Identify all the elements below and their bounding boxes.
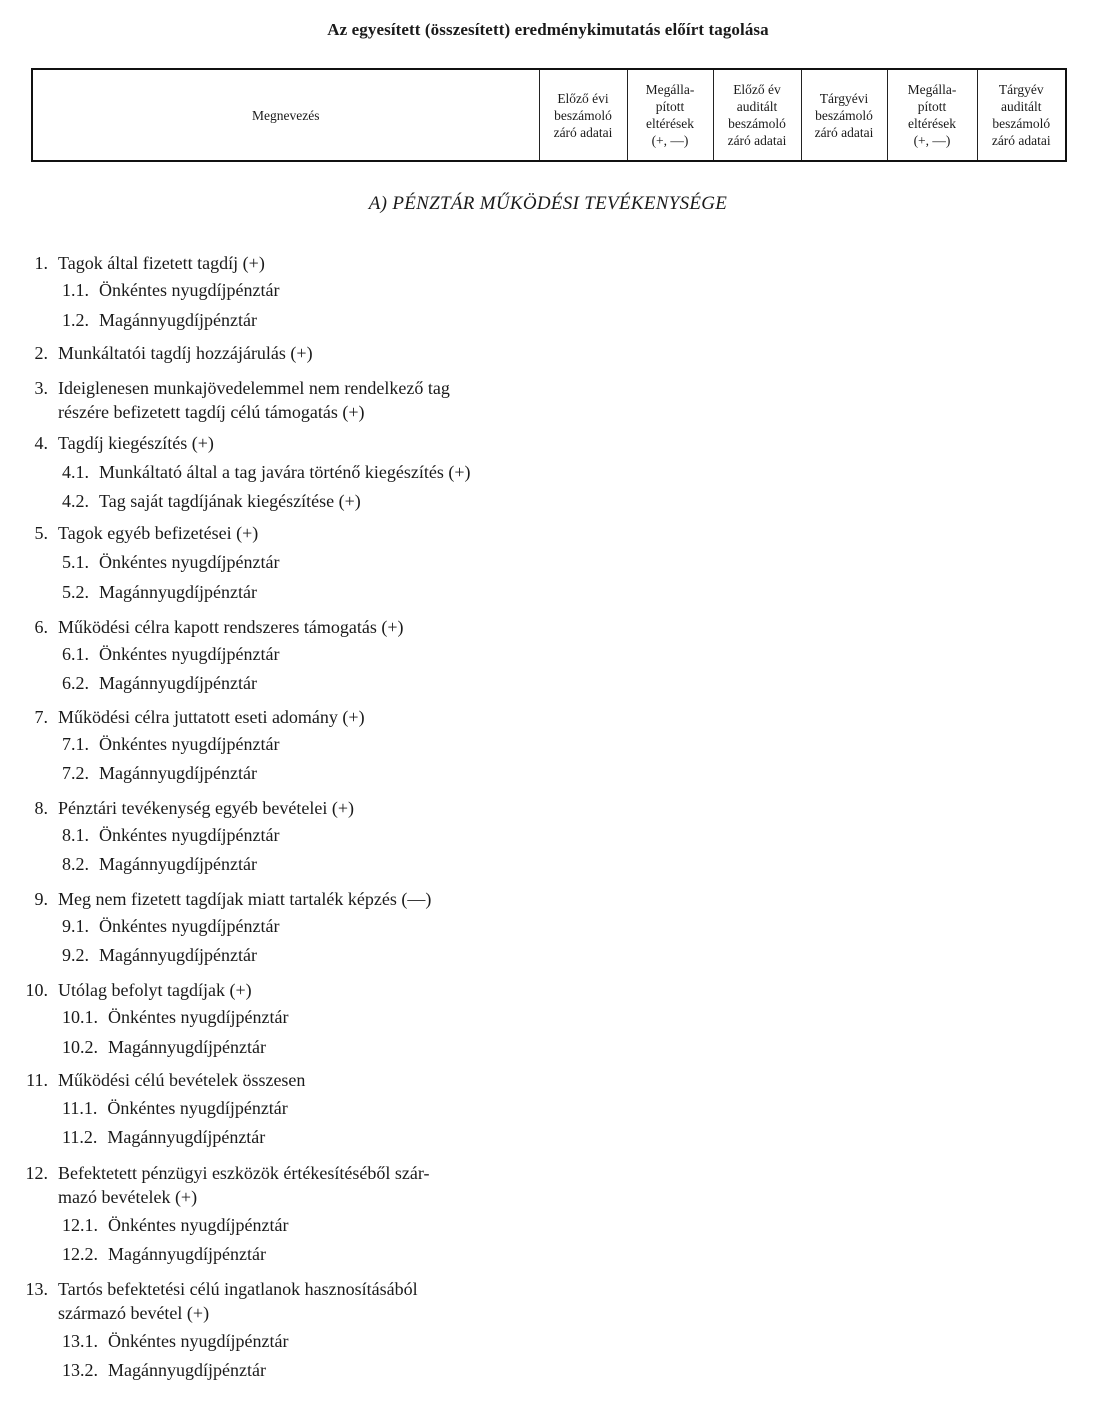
- item-number: 3.: [34, 378, 48, 398]
- subitem-label: Magánnyugdíjpénztár: [108, 1037, 266, 1057]
- item-number: 9.: [34, 889, 48, 909]
- subitem-label: Önkéntes nyugdíjpénztár: [99, 825, 280, 845]
- column-header-current-year-differences: Megálla- pított eltérések (+, —): [887, 69, 977, 161]
- item-label: Működési célra juttatott eseti adomány (+): [58, 707, 365, 727]
- subitem-number: 12.1.: [62, 1215, 98, 1235]
- subitem-number: 10.1.: [62, 1007, 98, 1027]
- item-label: Befektetett pénzügyi eszközök értékesítéséből szár-: [58, 1163, 430, 1183]
- item-number: 6.: [34, 617, 48, 637]
- subitem-number: 4.2.: [62, 491, 89, 511]
- subitem-number: 7.1.: [62, 734, 89, 754]
- document-title: Az egyesített (összesített) eredménykimutatás előírt tagolása: [327, 20, 769, 39]
- subitem-number: 6.1.: [62, 644, 89, 664]
- item-label: Munkáltatói tagdíj hozzájárulás (+): [58, 343, 313, 363]
- subitem-number: 11.1.: [62, 1098, 98, 1118]
- item-label: Pénztári tevékenység egyéb bevételei (+): [58, 798, 355, 818]
- subitem-number: 6.2.: [62, 673, 89, 693]
- column-header-prev-year-closing: Előző évi beszámoló záró adatai: [539, 69, 627, 161]
- subitem-label: Önkéntes nyugdíjpénztár: [108, 1331, 289, 1351]
- item-label-continued: származó bevétel (+): [58, 1303, 210, 1323]
- subitem-label: Magánnyugdíjpénztár: [99, 763, 257, 783]
- subitem-number: 8.2.: [62, 854, 89, 874]
- subitem-label: Magánnyugdíjpénztár: [99, 673, 257, 693]
- subitem-label: Önkéntes nyugdíjpénztár: [99, 916, 280, 936]
- column-header-prev-year-audited: Előző év auditált beszámoló záró adatai: [713, 69, 801, 161]
- item-number: 10.: [25, 980, 48, 1000]
- subitem-number: 5.2.: [62, 582, 89, 602]
- subitem-number: 1.2.: [62, 310, 89, 330]
- column-header-prev-year-differences: Megálla- pított eltérések (+, —): [627, 69, 713, 161]
- subitem-label: Önkéntes nyugdíjpénztár: [107, 1098, 288, 1118]
- section-heading: A) PÉNZTÁR MŰKÖDÉSI TEVÉKENYSÉGE: [368, 193, 728, 214]
- item-number: 7.: [34, 707, 48, 727]
- item-number: 11.: [26, 1070, 48, 1090]
- subitem-label: Magánnyugdíjpénztár: [107, 1127, 266, 1147]
- item-label-continued: mazó bevételek (+): [58, 1187, 198, 1207]
- subitem-label: Önkéntes nyugdíjpénztár: [99, 280, 280, 300]
- subitem-label: Önkéntes nyugdíjpénztár: [108, 1007, 289, 1027]
- item-number: 1.: [34, 253, 48, 273]
- item-label: Ideiglenesen munkajövedelemmel nem rendelkező tag: [58, 378, 450, 398]
- subitem-label: Magánnyugdíjpénztár: [108, 1244, 266, 1264]
- item-number: 5.: [34, 523, 48, 543]
- subitem-label: Tag saját tagdíjának kiegészítése (+): [99, 491, 361, 511]
- item-number: 2.: [34, 343, 48, 363]
- item-label: Tagok egyéb befizetései (+): [58, 523, 259, 543]
- subitem-label: Önkéntes nyugdíjpénztár: [99, 552, 280, 572]
- column-header-name: Megnevezés: [252, 107, 320, 123]
- subitem-label: Magánnyugdíjpénztár: [108, 1360, 266, 1380]
- subitem-number: 12.2.: [62, 1244, 98, 1264]
- item-label: Működési célra kapott rendszeres támogatás (+): [58, 617, 404, 637]
- column-header-current-year-audited: Tárgyév auditált beszámoló záró adatai: [977, 69, 1066, 161]
- subitem-number: 7.2.: [62, 763, 89, 783]
- subitem-label: Munkáltató által a tag javára történő kiegészítés (+): [99, 462, 471, 482]
- subitem-label: Magánnyugdíjpénztár: [99, 582, 257, 602]
- subitem-number: 1.1.: [62, 280, 89, 300]
- subitem-number: 13.2.: [62, 1360, 98, 1380]
- item-number: 13.: [25, 1279, 48, 1299]
- subitem-number: 4.1.: [62, 462, 89, 482]
- subitem-label: Magánnyugdíjpénztár: [99, 854, 257, 874]
- subitem-label: Önkéntes nyugdíjpénztár: [99, 734, 280, 754]
- subitem-number: 11.2.: [62, 1127, 98, 1147]
- item-number: 12.: [25, 1163, 48, 1183]
- subitem-number: 13.1.: [62, 1331, 98, 1351]
- item-label: Tagok által fizetett tagdíj (+): [58, 253, 265, 273]
- subitem-label: Magánnyugdíjpénztár: [99, 310, 257, 330]
- subitem-label: Magánnyugdíjpénztár: [99, 945, 257, 965]
- item-label: Működési célú bevételek összesen: [58, 1070, 306, 1090]
- item-number: 8.: [34, 798, 48, 818]
- subitem-number: 10.2.: [62, 1037, 98, 1057]
- item-label-continued: részére befizetett tagdíj célú támogatás (+): [58, 402, 365, 422]
- column-header-current-year-closing: Tárgyévi beszámoló záró adatai: [801, 69, 887, 161]
- item-label: Meg nem fizetett tagdíjak miatt tartalék képzés (—): [58, 889, 432, 909]
- item-number: 4.: [34, 433, 48, 453]
- subitem-number: 5.1.: [62, 552, 89, 572]
- subitem-number: 9.2.: [62, 945, 89, 965]
- subitem-number: 9.1.: [62, 916, 89, 936]
- item-label: Tartós befektetési célú ingatlanok hasznosításából: [58, 1279, 418, 1299]
- item-label: Utólag befolyt tagdíjak (+): [58, 980, 252, 1000]
- subitem-label: Önkéntes nyugdíjpénztár: [108, 1215, 289, 1235]
- subitem-number: 8.1.: [62, 825, 89, 845]
- subitem-label: Önkéntes nyugdíjpénztár: [99, 644, 280, 664]
- item-label: Tagdíj kiegészítés (+): [58, 433, 214, 453]
